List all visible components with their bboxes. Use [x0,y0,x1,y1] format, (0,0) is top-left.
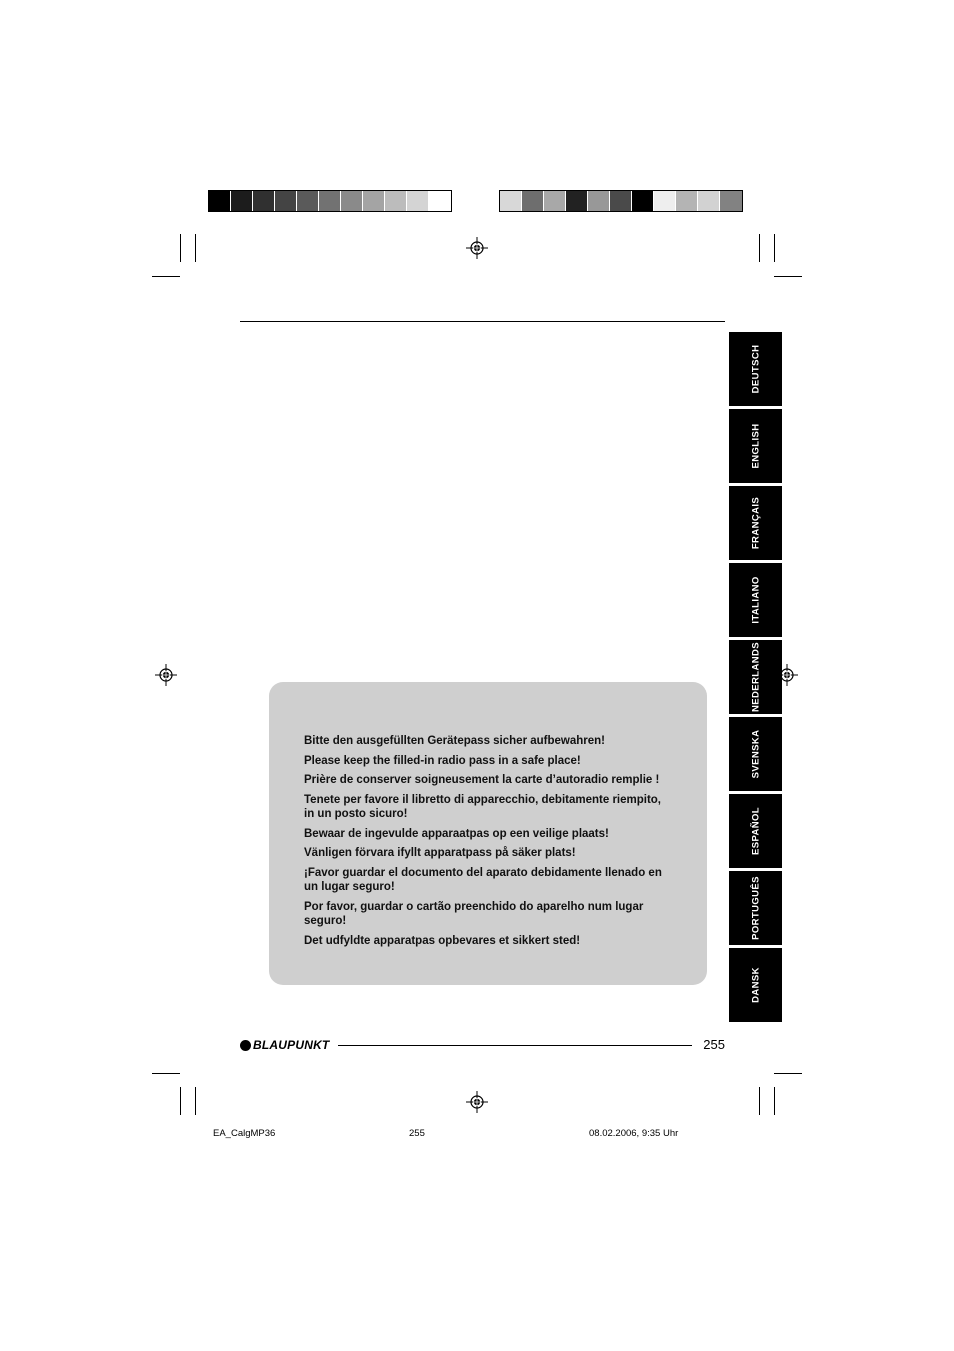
language-tab-english[interactable]: ENGLISH [729,409,782,483]
color-bar-left [208,190,452,212]
language-tab-espanol[interactable]: ESPAÑOL [729,794,782,868]
language-tab-svenska[interactable]: SVENSKA [729,717,782,791]
color-swatch [632,191,654,211]
color-swatch [429,191,451,211]
language-tab-francais[interactable]: FRANÇAIS [729,486,782,560]
color-swatch [698,191,720,211]
color-swatch [209,191,231,211]
notice-line-de: Bitte den ausgefüllten Gerätepass sicher aufbewahren! [304,735,605,747]
color-swatch [363,191,385,211]
registration-mark-icon [466,237,488,259]
language-tabs [729,332,782,1025]
language-tab-deutsch[interactable]: DEUTSCH [729,332,782,406]
slug-page: 255 [409,1128,425,1139]
language-tab-dansk[interactable]: DANSK [729,948,782,1022]
color-swatch [231,191,253,211]
radio-pass-notice [269,682,707,985]
registration-mark-icon [155,664,177,686]
notice-line-da: Det udfyldte apparatpas opbevares et sikkert sted! [304,934,581,947]
color-swatch [588,191,610,211]
color-swatch [676,191,698,211]
header-rule [240,321,725,322]
notice-line-sv: Vänligen förvara ifyllt apparatpass på säker plats! [304,847,576,859]
slug-filename: EA_CalgMP36 [213,1128,276,1139]
color-swatch [297,191,319,211]
page-number: 255 [703,1037,725,1052]
notice-text [304,734,664,953]
color-swatch [500,191,522,211]
notice-line-it: Tenete per favore il libretto di apparecchio, debitamente riempito, in un posto sicuro! [304,793,662,820]
brand-name: BLAUPUNKT [253,1038,330,1052]
color-swatch [610,191,632,211]
color-swatch [720,191,742,211]
color-swatch [319,191,341,211]
notice-line-nl: Bewaar de ingevulde apparaatpas op een veilige plaats! [304,827,609,840]
notice-line-fr: Prière de conserver soigneusement la carte d’autoradio remplie ! [304,774,660,786]
color-swatch [522,191,544,211]
notice-line-es: ¡Favor guardar el documento del aparato debidamente llenado en un lugar seguro! [304,866,662,893]
color-swatch [566,191,588,211]
language-tab-nederlands[interactable]: NEDERLANDS [729,640,782,714]
slug-date: 08.02.2006, 9:35 Uhr [589,1128,679,1139]
page-footer [240,1036,725,1056]
logo-dot-icon [240,1040,251,1051]
registration-mark-icon [466,1091,488,1113]
color-swatch [253,191,275,211]
color-swatch [341,191,363,211]
color-bar-right [499,190,743,212]
color-swatch [407,191,429,211]
language-tab-portugues[interactable]: PORTUGUÊS [729,871,782,945]
notice-line-pt: Por favor, guardar o cartão preenchido do aparelho num lugar seguro! [304,900,644,927]
color-swatch [385,191,407,211]
footer-rule [338,1045,692,1046]
language-tab-italiano[interactable]: ITALIANO [729,563,782,637]
color-swatch [654,191,676,211]
color-swatch [544,191,566,211]
registration-mark-icon [776,664,798,686]
color-swatch [275,191,297,211]
notice-line-en: Please keep the filled-in radio pass in a safe place! [304,754,581,767]
blaupunkt-logo [240,1038,329,1052]
